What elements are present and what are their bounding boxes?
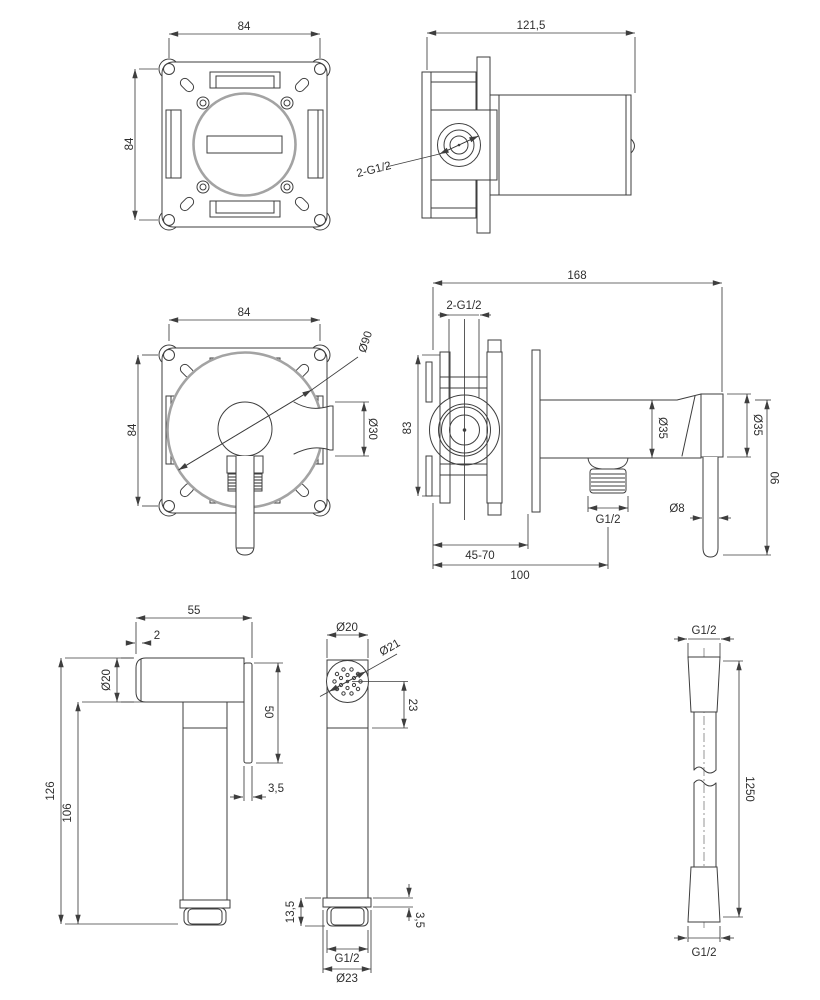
view-sprayer-side — [45, 605, 284, 925]
dim-connector-height: 13,5 — [285, 900, 297, 924]
dim-head-diameter-side: Ø20 — [101, 669, 113, 691]
dim-connector-thread: G1/2 — [334, 953, 360, 965]
dim-total-height: 126 — [45, 781, 57, 801]
sprayer-head — [136, 658, 244, 702]
label-ports-thread-side: 2-G1/2 — [446, 300, 482, 312]
dim-knob-diameter: Ø30 — [366, 418, 378, 440]
dim-head-length: 55 — [187, 605, 201, 617]
dim-handle-diameter: Ø35 — [751, 414, 763, 436]
dim-mixer-height: 84 — [127, 423, 139, 437]
view-rough-in-box-front — [124, 21, 330, 230]
dim-total-length: 168 — [567, 270, 587, 282]
dim-outlet-offset: 100 — [510, 570, 530, 582]
dim-flange-thickness: 3,5 — [413, 912, 425, 928]
dim-trigger-thickness: 3,5 — [268, 783, 284, 795]
hose-connector-top — [688, 657, 720, 712]
dim-hose-thread-top: G1/2 — [691, 625, 717, 637]
handle-stem — [703, 457, 718, 557]
dim-box-height: 84 — [124, 137, 136, 151]
dim-head-diameter-front: Ø20 — [336, 622, 358, 634]
escutcheon-plate — [532, 350, 540, 512]
dim-hose-length: 1250 — [743, 776, 755, 802]
dim-outlet-thread: G1/2 — [595, 514, 621, 526]
dim-box-width: 84 — [237, 21, 251, 33]
dim-body-height-side: 106 — [62, 803, 74, 823]
dim-head-center-offset: 23 — [406, 698, 418, 712]
mixer-knob — [218, 402, 272, 456]
dim-body-height: 83 — [402, 421, 414, 435]
dim-pipe-diameter: Ø35 — [656, 417, 668, 439]
dim-wall-depth-range: 45-70 — [465, 550, 495, 562]
dim-hose-thread-bottom: G1/2 — [691, 947, 717, 959]
dim-flange-diameter: Ø23 — [336, 973, 358, 985]
view-rough-in-box-side — [355, 20, 635, 233]
dim-trigger-length: 50 — [262, 705, 274, 719]
dim-plate-diameter: Ø90 — [356, 329, 376, 355]
sprayer-trigger — [244, 663, 252, 763]
dim-mixer-width: 84 — [237, 307, 251, 319]
view-hose — [674, 625, 755, 959]
hose-connector-bottom — [688, 867, 720, 922]
dim-stem-diameter: Ø8 — [669, 503, 685, 515]
sprayer-grip — [183, 702, 227, 900]
view-mixer-front — [127, 307, 378, 555]
dim-handle-drop: 90 — [770, 471, 782, 485]
view-sprayer-front — [285, 622, 425, 985]
view-mixer-side — [402, 270, 782, 582]
dim-sleeve-diameter: Ø21 — [377, 637, 403, 659]
label-ports-thread: 2-G1/2 — [355, 159, 393, 181]
dim-nozzle-tip: 2 — [153, 630, 161, 642]
dim-box-depth: 121,5 — [516, 20, 546, 32]
mixer-lever — [236, 456, 254, 555]
